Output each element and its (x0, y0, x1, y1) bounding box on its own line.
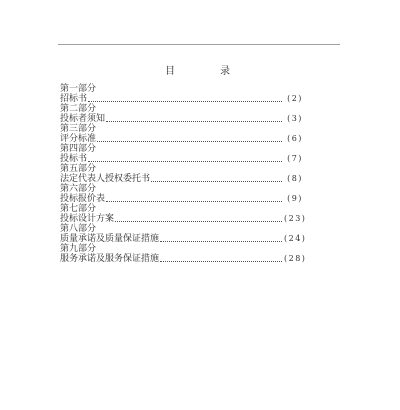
dot-leader (88, 101, 282, 102)
entry-title: 投标者须知 (60, 114, 106, 124)
entry-title: 招标书 (60, 94, 88, 104)
part-heading: 第一部分 (60, 84, 97, 94)
toc-entry (60, 234, 306, 244)
part-heading: 第二部分 (60, 104, 97, 114)
part-heading: 第八部分 (60, 224, 97, 234)
entry-title: 投标设计方案 (60, 214, 115, 224)
toc-title: 目录 (165, 66, 275, 77)
entry-title: 投标报价表 (60, 194, 106, 204)
entry-page-number: (28) (284, 254, 307, 263)
toc-entry (60, 214, 306, 224)
entry-page-number: (24) (284, 234, 307, 243)
toc-entry (60, 94, 306, 104)
toc-entry (60, 134, 306, 144)
toc-entry (60, 194, 306, 204)
table-of-contents (60, 84, 306, 264)
dot-leader (160, 241, 282, 242)
entry-page-number: (7) (287, 154, 303, 163)
entry-page-number: (9) (287, 194, 303, 203)
entry-page-number: (6) (287, 134, 303, 143)
dot-leader (151, 181, 282, 182)
part-heading: 第九部分 (60, 244, 97, 254)
part-heading: 第三部分 (60, 124, 97, 134)
entry-page-number: (2) (287, 94, 303, 103)
dot-leader (106, 201, 282, 202)
dot-leader (88, 161, 282, 162)
toc-entry (60, 154, 306, 164)
toc-entry (60, 174, 306, 184)
dot-leader (106, 121, 282, 122)
entry-title: 法定代表人授权委托书 (60, 174, 151, 184)
dot-leader (115, 221, 282, 222)
part-heading: 第六部分 (60, 184, 97, 194)
header-rule (58, 44, 340, 45)
entry-title: 评分标准 (60, 134, 97, 144)
entry-title: 质量承诺及质量保证措施 (60, 234, 160, 244)
dot-leader (97, 141, 282, 142)
toc-entry (60, 114, 306, 124)
part-heading: 第四部分 (60, 144, 97, 154)
toc-entry (60, 254, 306, 264)
entry-title: 投标书 (60, 154, 88, 164)
part-heading: 第五部分 (60, 164, 97, 174)
dot-leader (160, 261, 282, 262)
entry-title: 服务承诺及服务保证措施 (60, 254, 160, 264)
entry-page-number: (23) (284, 214, 307, 223)
entry-page-number: (3) (287, 114, 303, 123)
entry-page-number: (8) (287, 174, 303, 183)
part-heading: 第七部分 (60, 204, 97, 214)
